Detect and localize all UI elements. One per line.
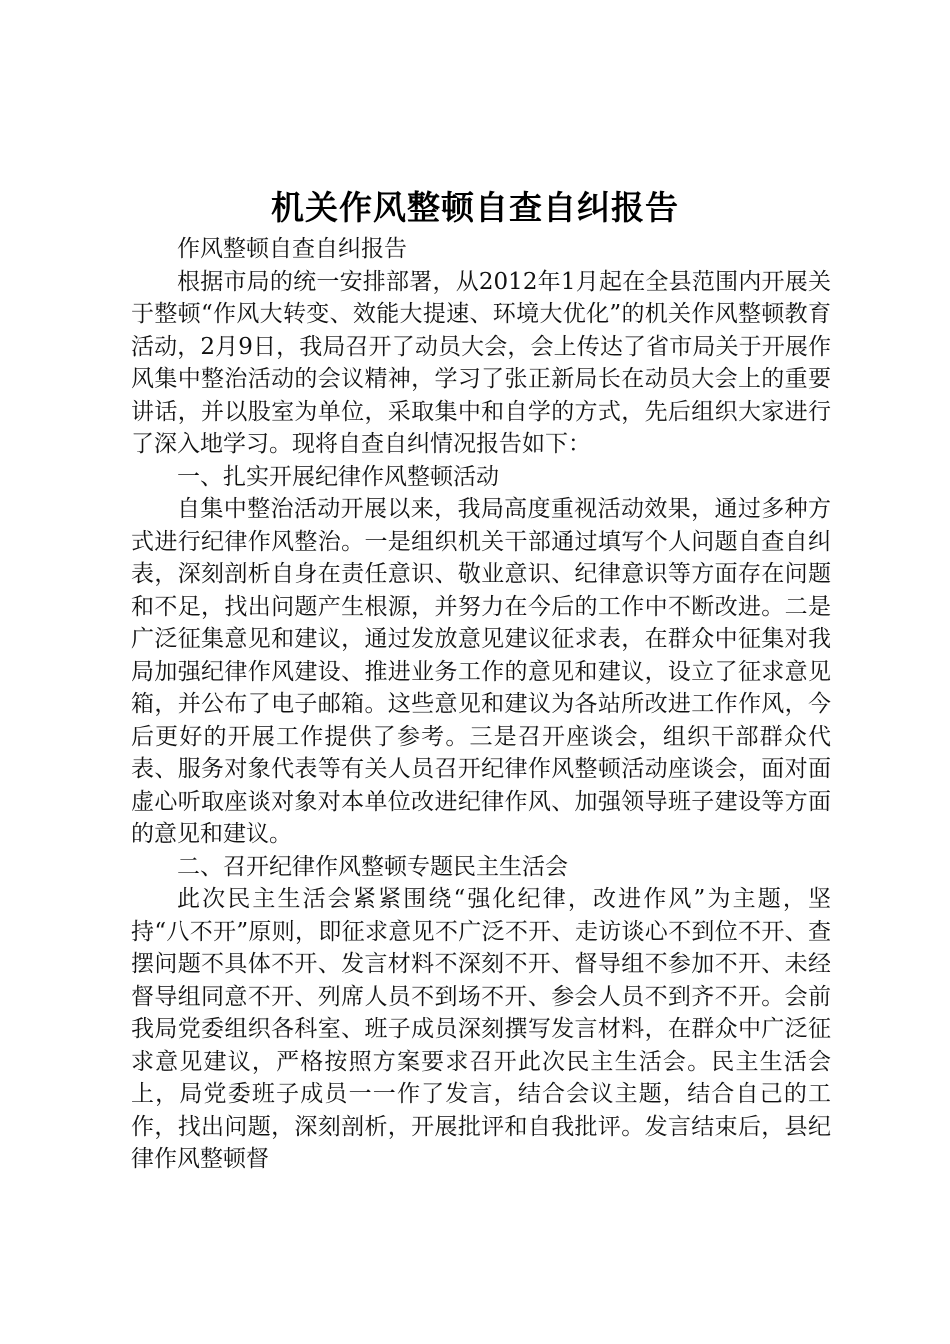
paragraph-section-1: 自集中整治活动开展以来，我局高度重视活动效果，通过多种方式进行纪律作风整治。一是组织机关干部通过填写个人问题自查自纠表，深刻剖析自身在责任意识、敬业意识、纪律意识等方面存在问题和不足，找出问题产生根源，并努力在今后的工作中不断改进。二是广泛征集意见和建议，通过发放意见建议征求表，在群众中征集对我局加强纪律作风建设、推进业务工作的意见和建议，设立了征求意见箱，并公布了电子邮箱。这些意见和建议为各站所改进工作作风，今后更好的开展工作提供了参考。三是召开座谈会，组织干部群众代表、服务对象代表等有关人员召开纪律作风整顿活动座谈会，面对面虚心听取座谈对象对本单位改进纪律作风、加强领导班子建设等方面的意见和建议。 — [131, 496, 831, 847]
document-body — [131, 233, 831, 1176]
section-heading-1: 一、扎实开展纪律作风整顿活动 — [177, 463, 499, 490]
paragraph-intro: 根据市局的统一安排部署，从2012年1月起在全县范围内开展关于整顿“作风大转变、效能大提速、环境大优化”的机关作风整顿教育活动，2月9日，我局召开了动员大会，会上传达了省市局关于开展作风集中整治活动的会议精神，学习了张正新局长在动员大会上的重要讲话，并以股室为单位，采取集中和自学的方式，先后组织大家进行了深入地学习。现将自查自纠情况报告如下： — [131, 268, 831, 457]
paragraph-subtitle: 作风整顿自查自纠报告 — [177, 236, 407, 262]
paragraph-section-2: 此次民主生活会紧紧围绕“强化纪律，改进作风”为主题，坚持“八不开”原则，即征求意见不广泛不开、走访谈心不到位不开、查摆问题不具体不开、发言材料不深刻不开、督导组不参加不开、未经督导组同意不开、列席人员不到场不开、参会人员不到齐不开。会前我局党委组织各科室、班子成员深刻撰写发言材料，在群众中广泛征求意见建议，严格按照方案要求召开此次民主生活会。民主生活会上，局党委班子成员一一作了发言，结合会议主题，结合自己的工作，找出问题，深刻剖析，开展批评和自我批评。发言结束后，县纪律作风整顿督 — [131, 886, 831, 1172]
section-heading-2: 二、召开纪律作风整顿专题民主生活会 — [177, 853, 568, 880]
document-title: 机关作风整顿自查自纠报告 — [271, 188, 679, 227]
